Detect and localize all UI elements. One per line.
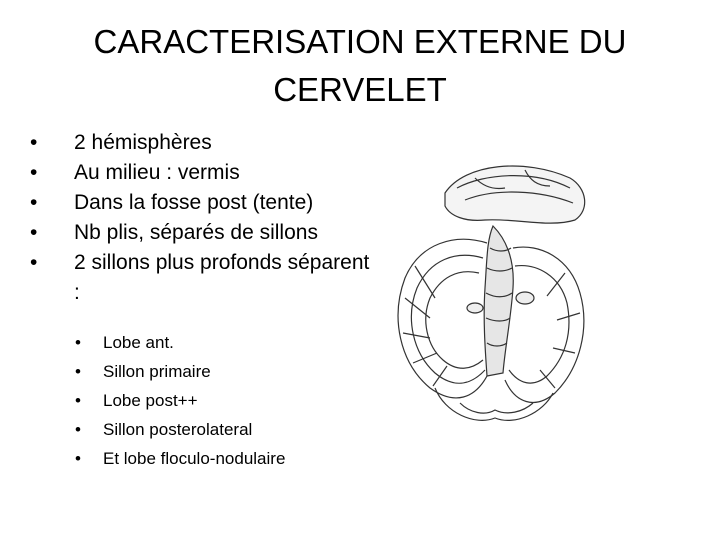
bullet-item: • 2 sillons plus profonds séparent : xyxy=(30,248,370,308)
sub-bullet-item: • Sillon primaire xyxy=(75,357,285,386)
sub-bullet-item: • Lobe ant. xyxy=(75,328,285,357)
sub-bullet-item: • Lobe post++ xyxy=(75,386,285,415)
cerebellum-drawing-icon xyxy=(375,148,595,438)
bullet-item: • Au milieu : vermis xyxy=(30,158,370,188)
sub-bullet-list xyxy=(75,328,285,473)
main-bullet-list xyxy=(30,128,370,308)
sub-bullet-item: • Et lobe floculo-nodulaire xyxy=(75,444,285,473)
bullet-item: • 2 hémisphères xyxy=(30,128,370,158)
bullet-content xyxy=(30,128,370,308)
slide-title: CARACTERISATION EXTERNE DU CERVELET xyxy=(93,23,627,108)
bullet-item: • Dans la fosse post (tente) xyxy=(30,188,370,218)
sub-bullet-item: • Sillon posterolateral xyxy=(75,415,285,444)
bullet-item: • Nb plis, séparés de sillons xyxy=(30,218,370,248)
